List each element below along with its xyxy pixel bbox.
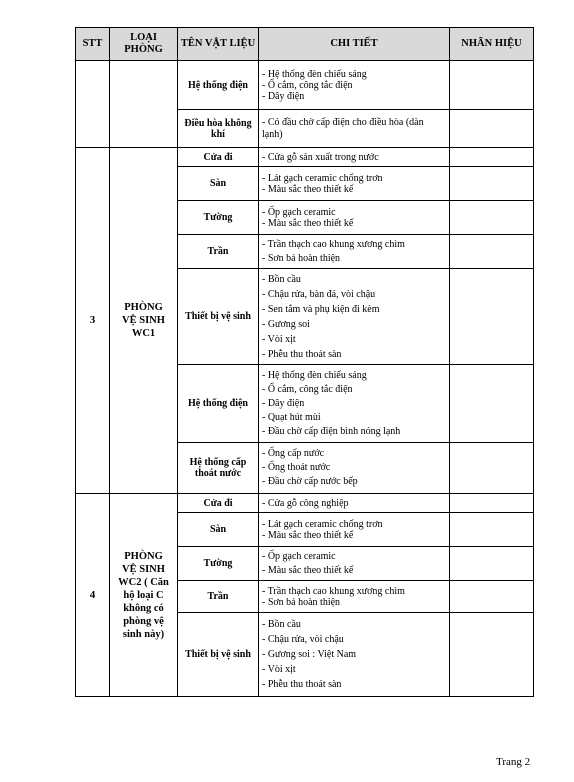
detail-cell: - Có đầu chờ cấp điện cho điều hòa (dàn lạnh) <box>259 110 450 148</box>
table-row <box>76 494 534 513</box>
detail-line: - Ổ cắm, công tắc điện <box>262 383 353 395</box>
detail-cell <box>259 235 450 269</box>
material-name: Thiết bị vệ sinh <box>178 269 259 365</box>
detail-line: - Màu sắc theo thiết kế <box>262 529 354 541</box>
detail-cell <box>259 613 450 697</box>
material-name: Hệ thống điện <box>178 61 259 110</box>
detail-cell: - Cửa gỗ công nghiệp <box>259 494 450 513</box>
brand-cell <box>450 148 534 167</box>
room-cell: PHÒNG VỆ SINH WC2 ( Căn hộ loại C không có phòng vệ sinh này) <box>110 494 178 697</box>
detail-line: - Ốp gạch ceramic <box>262 206 336 218</box>
detail-line: - Dây điện <box>262 397 305 409</box>
material-name: Sàn <box>178 513 259 547</box>
detail-cell <box>259 513 450 547</box>
detail-line: - Màu sắc theo thiết kế <box>262 565 354 576</box>
detail-line: - Chậu rửa, bàn đá, vòi chậu <box>262 288 376 300</box>
header-brand: NHÃN HIỆU <box>450 28 534 61</box>
detail-line: - Hệ thống đèn chiếu sáng <box>262 369 367 381</box>
detail-cell <box>259 167 450 201</box>
detail-line: - Vòi xịt <box>262 664 296 675</box>
materials-table <box>75 27 534 697</box>
material-name: Hệ thống điện <box>178 365 259 443</box>
detail-line: - Gương soi : Việt Nam <box>262 649 357 660</box>
detail-line: - Lát gạch ceramic chống trơn <box>262 172 383 184</box>
detail-line: - Màu sắc theo thiết kế <box>262 183 354 195</box>
brand-cell <box>450 547 534 581</box>
brand-cell <box>450 269 534 365</box>
material-name: Điều hòa không khí <box>178 110 259 148</box>
page-number: Trang 2 <box>496 756 531 768</box>
detail-line: - Đầu chờ cấp nước bếp <box>262 476 358 487</box>
brand-cell <box>450 61 534 110</box>
detail-line: - Bồn cầu <box>262 273 301 285</box>
brand-cell <box>450 167 534 201</box>
detail-line: - Ốp gạch ceramic <box>262 551 336 562</box>
detail-line: - Gương soi <box>262 318 310 330</box>
header-room-type: LOẠI PHÒNG <box>110 28 178 61</box>
detail-line: - Hệ thống đèn chiếu sáng <box>262 68 367 80</box>
brand-cell <box>450 494 534 513</box>
detail-line: - Ống cấp nước <box>262 448 325 459</box>
detail-line: - Vòi xịt <box>262 333 296 345</box>
detail-line: - Sơn bả hoàn thiện <box>262 596 341 608</box>
brand-cell <box>450 365 534 443</box>
material-name: Tường <box>178 547 259 581</box>
detail-cell <box>259 547 450 581</box>
material-name: Trần <box>178 581 259 613</box>
material-name: Hệ thống cấp thoát nước <box>178 443 259 494</box>
material-name: Trần <box>178 235 259 269</box>
brand-cell <box>450 513 534 547</box>
detail-cell: - Cửa gỗ sản xuất trong nước <box>259 148 450 167</box>
stt-cell <box>76 61 110 148</box>
detail-line: - Màu sắc theo thiết kế <box>262 217 354 229</box>
brand-cell <box>450 443 534 494</box>
table-row <box>76 61 534 110</box>
header-stt: STT <box>76 28 110 61</box>
detail-line: - Đầu chờ cấp điện bình nóng lạnh <box>262 425 401 437</box>
detail-line: - Ổ cắm, công tắc điện <box>262 79 353 91</box>
material-name: Thiết bị vệ sinh <box>178 613 259 697</box>
detail-cell <box>259 581 450 613</box>
detail-line: - Phễu thu thoát sàn <box>262 679 342 690</box>
detail-line: - Trần thạch cao khung xương chìm <box>262 585 405 597</box>
material-name: Cửa đi <box>178 494 259 513</box>
table-row <box>76 148 534 167</box>
detail-cell <box>259 443 450 494</box>
detail-line: - Trần thạch cao khung xương chìm <box>262 239 405 250</box>
detail-line: - Lát gạch ceramic chống trơn <box>262 518 383 530</box>
detail-line: - Quạt hút mùi <box>262 411 321 423</box>
stt-cell: 3 <box>76 148 110 494</box>
detail-line: - Chậu rửa, vòi chậu <box>262 634 344 645</box>
detail-line: - Sen tắm và phụ kiện đi kèm <box>262 303 380 315</box>
material-name: Cửa đi <box>178 148 259 167</box>
detail-line: - Ống thoát nước <box>262 462 331 473</box>
room-cell <box>110 61 178 148</box>
room-cell: PHÒNG VỆ SINH WC1 <box>110 148 178 494</box>
brand-cell <box>450 581 534 613</box>
detail-line: - Phễu thu thoát sàn <box>262 348 342 360</box>
detail-cell <box>259 61 450 110</box>
detail-line: - Dây điện <box>262 90 305 102</box>
detail-line: - Bồn cầu <box>262 619 301 630</box>
detail-cell <box>259 269 450 365</box>
brand-cell <box>450 201 534 235</box>
brand-cell <box>450 613 534 697</box>
detail-cell <box>259 201 450 235</box>
brand-cell <box>450 235 534 269</box>
material-name: Tường <box>178 201 259 235</box>
header-material-name: TÊN VẬT LIỆU <box>178 28 259 61</box>
stt-cell: 4 <box>76 494 110 697</box>
material-name: Sàn <box>178 167 259 201</box>
detail-line: - Sơn bả hoàn thiện <box>262 253 341 264</box>
detail-cell <box>259 365 450 443</box>
header-details: CHI TIẾT <box>259 28 450 61</box>
brand-cell <box>450 110 534 148</box>
